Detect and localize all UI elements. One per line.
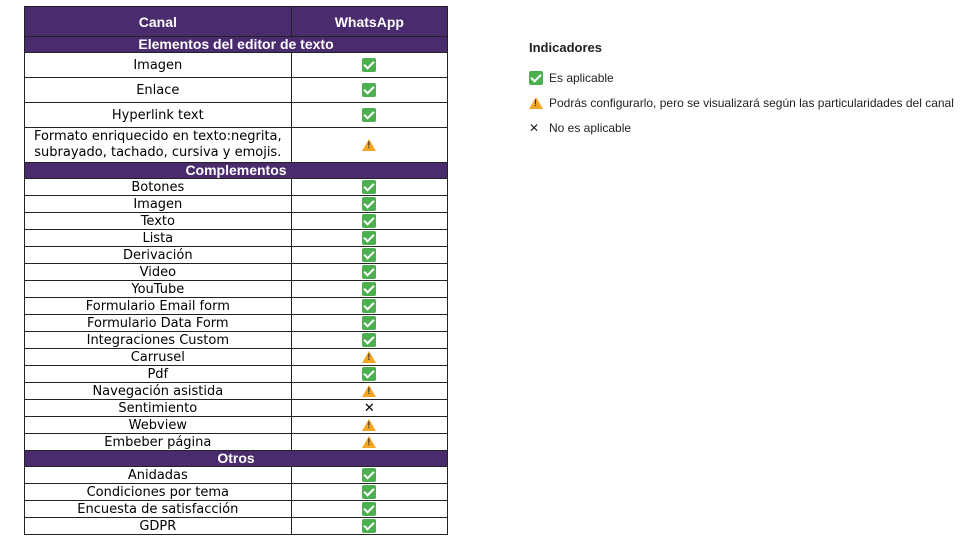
feature-label: Anidadas [25,467,292,484]
section-header-row [25,37,448,53]
feature-label: Carrusel [25,349,292,366]
check-icon [362,197,376,211]
header-canal: Canal [25,7,292,37]
check-icon [362,265,376,279]
table-row [25,417,448,434]
feature-label: GDPR [25,518,292,535]
legend-item [529,90,954,115]
check-icon [362,485,376,499]
table-row [25,247,448,264]
table-row [25,128,448,163]
legend-item-text: Es aplicable [549,70,614,85]
table-row [25,196,448,213]
legend-item-text: Podrás configurarlo, pero se visualizará según las particularidades del canal [549,95,954,110]
legend-items [529,65,954,140]
table-row [25,518,448,535]
feature-status [291,213,447,230]
feature-label: Navegación asistida [25,383,292,400]
legend [529,40,954,140]
check-icon [362,58,376,72]
feature-status [291,417,447,434]
legend-item [529,65,954,90]
table-row [25,501,448,518]
feature-label: Texto [25,213,292,230]
check-icon [362,282,376,296]
feature-label: Integraciones Custom [25,332,292,349]
compatibility-table [24,6,448,535]
feature-status [291,298,447,315]
feature-status [291,484,447,501]
feature-status [291,383,447,400]
check-icon [529,71,543,85]
feature-label: Formulario Email form [25,298,292,315]
check-icon [362,180,376,194]
feature-label: Pdf [25,366,292,383]
feature-label: Encuesta de satisfacción [25,501,292,518]
table-row [25,298,448,315]
check-icon [362,214,376,228]
feature-status [291,247,447,264]
check-icon [362,468,376,482]
feature-status [291,281,447,298]
feature-label: Derivación [25,247,292,264]
feature-label: Formato enriquecido en texto:negrita, subrayado, tachado, cursiva y emojis. [25,128,292,163]
cross-icon: ✕ [529,120,540,135]
check-icon [362,316,376,330]
table-row [25,484,448,501]
feature-label: Sentimiento [25,400,292,417]
table-row [25,179,448,196]
table-row [25,400,448,417]
feature-label: Botones [25,179,292,196]
table-row [25,281,448,298]
header-whatsapp: WhatsApp [291,7,447,37]
feature-status [291,196,447,213]
check-icon [362,299,376,313]
feature-status [291,103,447,128]
warning-icon [529,97,543,109]
feature-status [291,501,447,518]
feature-label: Embeber página [25,434,292,451]
feature-label: Condiciones por tema [25,484,292,501]
check-icon [362,231,376,245]
table-row [25,467,448,484]
table-row [25,349,448,366]
table-row [25,383,448,400]
table-row [25,264,448,281]
feature-status [291,264,447,281]
table-row [25,315,448,332]
warning-icon [362,436,376,448]
table-row [25,332,448,349]
cross-icon: ✕ [363,401,375,416]
feature-label: Imagen [25,196,292,213]
section-header-row [25,451,448,467]
feature-label: Enlace [25,78,292,103]
feature-status [291,53,447,78]
table-row [25,366,448,383]
legend-item [529,115,954,140]
feature-status [291,230,447,247]
feature-status [291,434,447,451]
feature-status [291,349,447,366]
check-icon [362,248,376,262]
section-title: Complementos [25,163,448,179]
feature-status [291,128,447,163]
check-icon [362,333,376,347]
warning-icon [362,351,376,363]
check-icon [362,367,376,381]
legend-item-text: No es aplicable [549,120,632,135]
feature-status [291,315,447,332]
legend-title: Indicadores [529,40,602,55]
table-header-row [25,7,448,37]
check-icon [362,519,376,533]
warning-icon [362,385,376,397]
check-icon [362,502,376,516]
table-row [25,103,448,128]
feature-label: Formulario Data Form [25,315,292,332]
feature-label: Imagen [25,53,292,78]
feature-status [291,467,447,484]
table-row [25,213,448,230]
feature-label: Webview [25,417,292,434]
feature-status [291,179,447,196]
table-row [25,53,448,78]
table-row [25,78,448,103]
feature-label: Lista [25,230,292,247]
table-row [25,230,448,247]
feature-label: Hyperlink text [25,103,292,128]
check-icon [362,108,376,122]
feature-status [291,78,447,103]
feature-status [291,366,447,383]
feature-status [291,518,447,535]
check-icon [362,83,376,97]
section-title: Elementos del editor de texto [25,37,448,53]
feature-label: Video [25,264,292,281]
feature-label: YouTube [25,281,292,298]
feature-status [291,400,447,417]
section-title: Otros [25,451,448,467]
warning-icon [362,419,376,431]
section-header-row [25,163,448,179]
table-row [25,434,448,451]
warning-icon [362,139,376,151]
feature-status [291,332,447,349]
